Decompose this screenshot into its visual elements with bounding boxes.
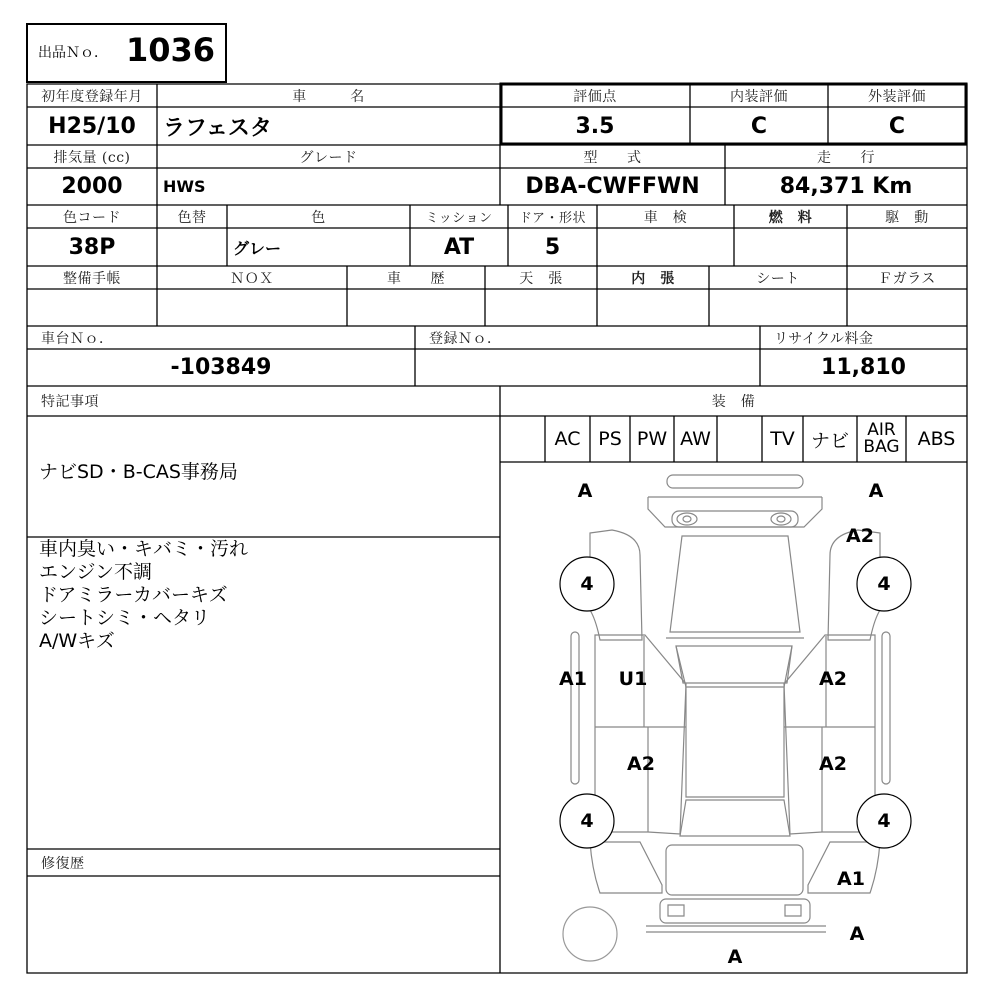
equipment-abs: ABS [917,428,956,450]
mark-door-fr: A2 [819,668,847,690]
exterior-score-value: C [888,113,906,139]
mark-bumper-center: A [727,946,743,968]
car-name-value: ラフェスタ [163,115,272,141]
grade-value: HWS [163,177,206,196]
mark-rear-right: A1 [837,868,865,890]
equipment-airbag: AIR BAG [863,420,900,457]
chassis-number-value: -103849 [170,355,272,380]
interior-score-label: 内装評価 [730,88,788,105]
equipment-ac: AC [554,428,581,450]
displacement-value: 2000 [61,174,123,199]
notes-line: エンジン不調 [39,561,153,583]
inspection-label: 車 検 [643,209,688,226]
interior-score-value: C [750,113,768,139]
mark-tire-rl: 4 [580,810,594,832]
mark-door-fl-outer: A1 [559,668,587,690]
front-glass-label: Ｆガラス [878,270,936,287]
mileage-label: 走 行 [817,149,875,166]
notes-line: A/Wキズ [39,630,115,652]
equipment-aw: AW [680,428,711,450]
repair-history-label: 修復歴 [41,855,85,872]
equipment-navi: ナビ [810,429,849,452]
notes-line: 車内臭い・キバミ・汚れ [39,538,249,560]
notes-top-line: ナビSD・B-CAS事務局 [39,461,238,483]
notes-label: 特記事項 [41,394,99,410]
lot-number-label: 出品Ｎｏ． [38,45,108,61]
recycle-fee-label: リサイクル料金 [774,330,874,347]
mark-bumper-right: A [849,923,865,945]
drive-label: 駆 動 [885,209,929,226]
mark-tire-fr: 4 [877,573,891,595]
exterior-score-label: 外装評価 [868,88,926,105]
first-registration-label: 初年度登録年月 [41,88,143,105]
fuel-label: 燃 料 [768,209,813,226]
mark-tire-rr: 4 [877,810,891,832]
color-label: 色 [311,209,326,226]
mark-tire-fl: 4 [580,573,594,595]
equipment-label: 装 備 [711,394,756,410]
notes-line: ドアミラーカバーキズ [39,584,228,606]
mark-front-right: A [868,480,884,502]
color-code-value: 38P [68,234,116,260]
doors-value: 5 [544,234,561,260]
chassis-number-label: 車台Ｎｏ． [41,330,114,347]
model-label: 型 式 [583,149,642,166]
color-value: グレー [233,238,282,258]
color-code-label: 色コード [63,209,121,226]
first-registration-value: H25/10 [48,113,136,139]
mark-front-left: A [577,480,593,502]
lot-number-value: 1036 [126,31,216,69]
mark-door-rr: A2 [819,753,847,775]
mileage-value: 84,371 Km [779,174,913,199]
interior-trim-label: 内 張 [631,270,675,287]
equipment-pw: PW [636,428,668,450]
recycle-fee-value: 11,810 [821,355,906,380]
displacement-label: 排気量 (cc) [53,149,131,166]
model-value: DBA-CWFFWN [525,174,700,199]
score-label: 評価点 [573,88,617,105]
doors-label: ドア・形状 [518,211,587,226]
mark-door-rl: A2 [627,753,655,775]
transmission-value: AT [443,234,475,260]
score-value: 3.5 [575,113,615,139]
headliner-label: 天 張 [519,270,563,287]
vehicle-history-label: 車 歴 [387,270,445,287]
equipment-ps: PS [598,428,622,450]
seat-label: シート [756,270,800,287]
equipment-tv: TV [770,428,795,450]
mark-door-fl-inner: U1 [618,668,648,690]
transmission-label: ミッション [425,211,493,226]
grade-label: グレード [299,149,358,166]
car-name-label: 車 名 [292,88,365,105]
registration-number-label: 登録Ｎｏ． [429,330,502,347]
repaint-label: 色替 [177,209,207,226]
notes-line: シートシミ・ヘタリ [39,607,211,629]
nox-label: ＮＯＸ [230,270,274,287]
maintenance-book-label: 整備手帳 [63,270,121,287]
mark-hood-right: A2 [846,525,874,547]
